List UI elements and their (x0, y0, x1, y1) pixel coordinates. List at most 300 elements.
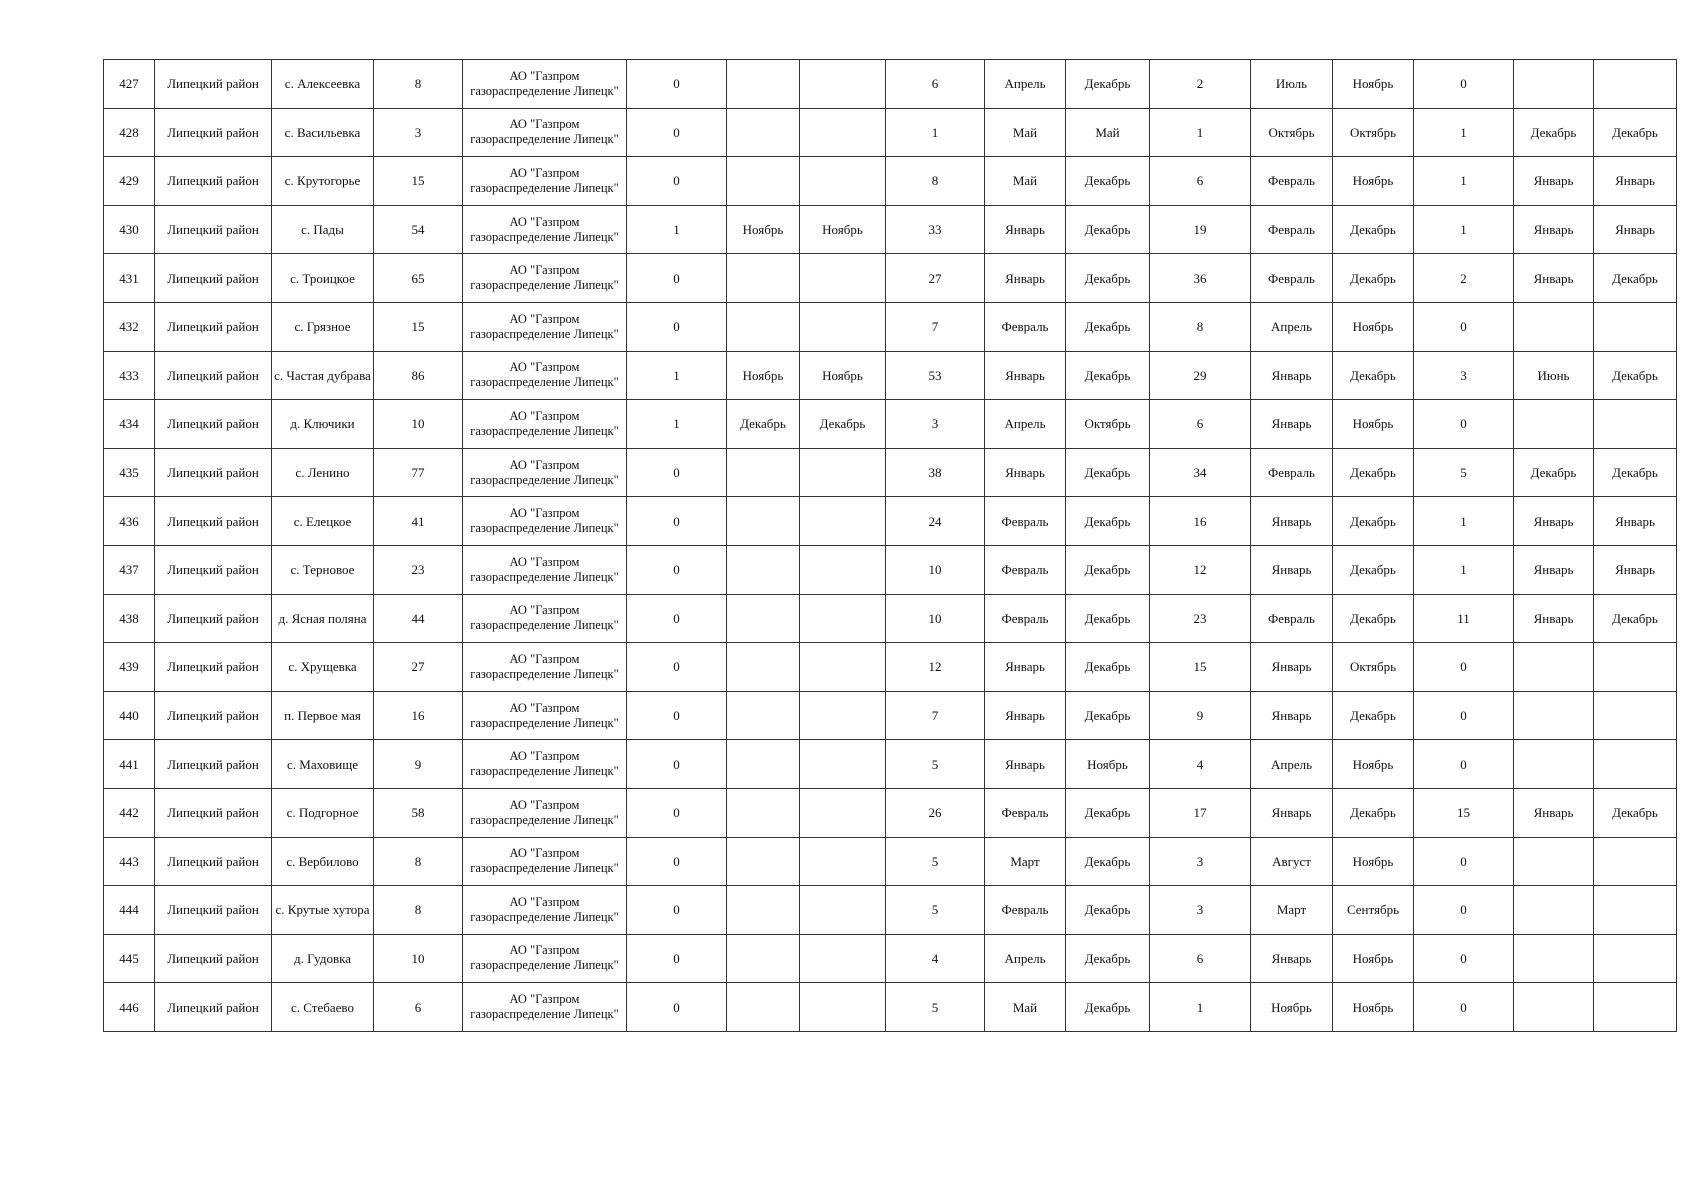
group1-start-cell (727, 60, 800, 109)
group4-start-cell: Январь (1514, 254, 1594, 303)
district-cell: Липецкий район (155, 788, 272, 837)
group4-count-cell: 0 (1414, 740, 1514, 789)
group3-start-cell: Январь (1251, 691, 1333, 740)
group2-end-cell: Декабрь (1066, 545, 1150, 594)
group2-end-cell: Декабрь (1066, 837, 1150, 886)
district-cell: Липецкий район (155, 545, 272, 594)
group2-end-cell: Декабрь (1066, 691, 1150, 740)
group3-start-cell: Август (1251, 837, 1333, 886)
settlement-cell: с. Стебаево (272, 983, 374, 1032)
group1-start-cell (727, 691, 800, 740)
row-number-cell: 445 (104, 934, 155, 983)
group2-start-cell: Январь (985, 351, 1066, 400)
group2-end-cell: Декабрь (1066, 886, 1150, 935)
group3-start-cell: Январь (1251, 351, 1333, 400)
count-cell: 10 (374, 400, 463, 449)
group2-count-cell: 7 (886, 691, 985, 740)
group4-count-cell: 11 (1414, 594, 1514, 643)
group2-end-cell: Декабрь (1066, 302, 1150, 351)
group1-end-cell (800, 497, 886, 546)
row-number-cell: 438 (104, 594, 155, 643)
group2-end-cell: Ноябрь (1066, 740, 1150, 789)
organization-cell: АО "Газпром газораспределение Липецк" (463, 302, 627, 351)
group2-count-cell: 5 (886, 983, 985, 1032)
group2-start-cell: Февраль (985, 886, 1066, 935)
district-cell: Липецкий район (155, 205, 272, 254)
group4-start-cell (1514, 691, 1594, 740)
group4-start-cell (1514, 400, 1594, 449)
group3-count-cell: 9 (1150, 691, 1251, 740)
row-number-cell: 427 (104, 60, 155, 109)
group1-start-cell: Декабрь (727, 400, 800, 449)
group3-count-cell: 6 (1150, 934, 1251, 983)
group4-count-cell: 0 (1414, 400, 1514, 449)
count-cell: 58 (374, 788, 463, 837)
group3-count-cell: 3 (1150, 886, 1251, 935)
group1-end-cell (800, 983, 886, 1032)
group2-end-cell: Декабрь (1066, 934, 1150, 983)
group3-start-cell: Январь (1251, 545, 1333, 594)
group4-start-cell: Январь (1514, 205, 1594, 254)
count-cell: 8 (374, 886, 463, 935)
group2-end-cell: Декабрь (1066, 643, 1150, 692)
group3-end-cell: Ноябрь (1333, 934, 1414, 983)
group2-end-cell: Декабрь (1066, 497, 1150, 546)
group1-count-cell: 0 (627, 886, 727, 935)
district-cell: Липецкий район (155, 254, 272, 303)
table-row (104, 788, 1677, 837)
group4-count-cell: 0 (1414, 60, 1514, 109)
count-cell: 15 (374, 302, 463, 351)
group2-count-cell: 33 (886, 205, 985, 254)
table-row (104, 691, 1677, 740)
organization-cell: АО "Газпром газораспределение Липецк" (463, 691, 627, 740)
group4-start-cell (1514, 643, 1594, 692)
settlement-cell: п. Первое мая (272, 691, 374, 740)
group3-end-cell: Ноябрь (1333, 60, 1414, 109)
settlement-cell: с. Алексеевка (272, 60, 374, 109)
group1-end-cell (800, 837, 886, 886)
row-number-cell: 433 (104, 351, 155, 400)
group1-end-cell (800, 254, 886, 303)
group4-end-cell: Январь (1594, 545, 1677, 594)
settlement-cell: д. Гудовка (272, 934, 374, 983)
group4-start-cell: Январь (1514, 594, 1594, 643)
group1-start-cell (727, 108, 800, 157)
district-cell: Липецкий район (155, 983, 272, 1032)
group2-count-cell: 27 (886, 254, 985, 303)
group3-start-cell: Январь (1251, 643, 1333, 692)
group1-end-cell (800, 545, 886, 594)
group4-count-cell: 0 (1414, 643, 1514, 692)
group4-end-cell (1594, 740, 1677, 789)
group4-count-cell: 1 (1414, 205, 1514, 254)
count-cell: 77 (374, 448, 463, 497)
group1-count-cell: 0 (627, 691, 727, 740)
group1-count-cell: 0 (627, 643, 727, 692)
row-number-cell: 440 (104, 691, 155, 740)
group3-end-cell: Октябрь (1333, 108, 1414, 157)
district-cell: Липецкий район (155, 157, 272, 206)
count-cell: 9 (374, 740, 463, 789)
count-cell: 16 (374, 691, 463, 740)
group4-start-cell: Январь (1514, 497, 1594, 546)
group2-count-cell: 3 (886, 400, 985, 449)
group1-end-cell: Декабрь (800, 400, 886, 449)
group2-start-cell: Февраль (985, 788, 1066, 837)
organization-cell: АО "Газпром газораспределение Липецк" (463, 545, 627, 594)
group1-count-cell: 0 (627, 983, 727, 1032)
group2-start-cell: Апрель (985, 60, 1066, 109)
group3-count-cell: 1 (1150, 108, 1251, 157)
organization-cell: АО "Газпром газораспределение Липецк" (463, 497, 627, 546)
settlement-cell: с. Частая дубрава (272, 351, 374, 400)
group2-end-cell: Декабрь (1066, 351, 1150, 400)
group4-count-cell: 0 (1414, 302, 1514, 351)
group3-count-cell: 2 (1150, 60, 1251, 109)
group1-start-cell (727, 643, 800, 692)
group1-start-cell (727, 594, 800, 643)
row-number-cell: 432 (104, 302, 155, 351)
count-cell: 65 (374, 254, 463, 303)
group2-start-cell: Май (985, 108, 1066, 157)
group2-count-cell: 10 (886, 594, 985, 643)
group1-end-cell (800, 60, 886, 109)
group4-end-cell: Декабрь (1594, 254, 1677, 303)
count-cell: 86 (374, 351, 463, 400)
group4-end-cell: Январь (1594, 497, 1677, 546)
group1-count-cell: 0 (627, 594, 727, 643)
row-number-cell: 442 (104, 788, 155, 837)
group2-start-cell: Февраль (985, 545, 1066, 594)
group3-start-cell: Январь (1251, 400, 1333, 449)
group3-count-cell: 16 (1150, 497, 1251, 546)
group3-count-cell: 6 (1150, 157, 1251, 206)
group4-start-cell: Январь (1514, 788, 1594, 837)
settlement-cell: с. Елецкое (272, 497, 374, 546)
group2-end-cell: Май (1066, 108, 1150, 157)
group1-start-cell (727, 983, 800, 1032)
group3-start-cell: Март (1251, 886, 1333, 935)
settlement-cell: с. Подгорное (272, 788, 374, 837)
group4-end-cell: Январь (1594, 157, 1677, 206)
group1-count-cell: 0 (627, 157, 727, 206)
row-number-cell: 443 (104, 837, 155, 886)
group3-start-cell: Февраль (1251, 205, 1333, 254)
district-cell: Липецкий район (155, 351, 272, 400)
group3-count-cell: 19 (1150, 205, 1251, 254)
row-number-cell: 435 (104, 448, 155, 497)
group1-end-cell (800, 886, 886, 935)
group1-end-cell (800, 643, 886, 692)
group3-count-cell: 12 (1150, 545, 1251, 594)
group3-start-cell: Февраль (1251, 448, 1333, 497)
group2-count-cell: 24 (886, 497, 985, 546)
district-cell: Липецкий район (155, 400, 272, 449)
organization-cell: АО "Газпром газораспределение Липецк" (463, 788, 627, 837)
group1-start-cell (727, 788, 800, 837)
row-number-cell: 437 (104, 545, 155, 594)
row-number-cell: 444 (104, 886, 155, 935)
count-cell: 8 (374, 60, 463, 109)
group3-start-cell: Январь (1251, 934, 1333, 983)
group3-end-cell: Декабрь (1333, 788, 1414, 837)
group3-start-cell: Январь (1251, 497, 1333, 546)
organization-cell: АО "Газпром газораспределение Липецк" (463, 983, 627, 1032)
group3-count-cell: 4 (1150, 740, 1251, 789)
count-cell: 41 (374, 497, 463, 546)
group3-start-cell: Февраль (1251, 594, 1333, 643)
group4-start-cell (1514, 60, 1594, 109)
group1-count-cell: 0 (627, 545, 727, 594)
group4-start-cell: Январь (1514, 157, 1594, 206)
group1-count-cell: 0 (627, 740, 727, 789)
row-number-cell: 431 (104, 254, 155, 303)
group2-count-cell: 10 (886, 545, 985, 594)
group1-end-cell: Ноябрь (800, 351, 886, 400)
group1-start-cell (727, 934, 800, 983)
group4-start-cell (1514, 740, 1594, 789)
group3-count-cell: 36 (1150, 254, 1251, 303)
group4-end-cell (1594, 837, 1677, 886)
group3-count-cell: 34 (1150, 448, 1251, 497)
row-number-cell: 446 (104, 983, 155, 1032)
group1-count-cell: 0 (627, 108, 727, 157)
group3-start-cell: Февраль (1251, 254, 1333, 303)
group1-start-cell (727, 740, 800, 789)
district-cell: Липецкий район (155, 934, 272, 983)
group4-end-cell: Декабрь (1594, 788, 1677, 837)
group2-end-cell: Декабрь (1066, 594, 1150, 643)
group3-end-cell: Декабрь (1333, 254, 1414, 303)
group2-start-cell: Март (985, 837, 1066, 886)
group4-end-cell: Январь (1594, 205, 1677, 254)
table-row (104, 545, 1677, 594)
group3-end-cell: Ноябрь (1333, 740, 1414, 789)
group4-end-cell (1594, 934, 1677, 983)
group4-end-cell (1594, 886, 1677, 935)
settlement-cell: д. Ключики (272, 400, 374, 449)
group4-end-cell (1594, 643, 1677, 692)
group2-count-cell: 5 (886, 886, 985, 935)
group4-end-cell: Декабрь (1594, 448, 1677, 497)
group1-count-cell: 1 (627, 351, 727, 400)
group2-start-cell: Апрель (985, 934, 1066, 983)
group3-end-cell: Декабрь (1333, 205, 1414, 254)
district-cell: Липецкий район (155, 837, 272, 886)
group4-end-cell (1594, 691, 1677, 740)
row-number-cell: 428 (104, 108, 155, 157)
organization-cell: АО "Газпром газораспределение Липецк" (463, 934, 627, 983)
group3-end-cell: Ноябрь (1333, 302, 1414, 351)
group2-start-cell: Январь (985, 254, 1066, 303)
group1-start-cell (727, 254, 800, 303)
organization-cell: АО "Газпром газораспределение Липецк" (463, 400, 627, 449)
settlement-cell: с. Маховище (272, 740, 374, 789)
group3-end-cell: Декабрь (1333, 594, 1414, 643)
settlement-cell: д. Ясная поляна (272, 594, 374, 643)
organization-cell: АО "Газпром газораспределение Липецк" (463, 60, 627, 109)
table-row (104, 594, 1677, 643)
table-row (104, 740, 1677, 789)
group2-end-cell: Декабрь (1066, 983, 1150, 1032)
group4-count-cell: 0 (1414, 983, 1514, 1032)
group4-count-cell: 1 (1414, 108, 1514, 157)
group1-end-cell (800, 691, 886, 740)
district-cell: Липецкий район (155, 497, 272, 546)
organization-cell: АО "Газпром газораспределение Липецк" (463, 254, 627, 303)
group4-count-cell: 3 (1414, 351, 1514, 400)
organization-cell: АО "Газпром газораспределение Липецк" (463, 108, 627, 157)
count-cell: 15 (374, 157, 463, 206)
group1-count-cell: 0 (627, 934, 727, 983)
group3-count-cell: 6 (1150, 400, 1251, 449)
table-row (104, 983, 1677, 1032)
group2-start-cell: Январь (985, 205, 1066, 254)
group3-end-cell: Декабрь (1333, 545, 1414, 594)
group1-end-cell (800, 788, 886, 837)
settlement-cell: с. Крутые хутора (272, 886, 374, 935)
group4-start-cell (1514, 837, 1594, 886)
group3-count-cell: 3 (1150, 837, 1251, 886)
group1-start-cell (727, 448, 800, 497)
settlement-cell: с. Ленино (272, 448, 374, 497)
group1-start-cell: Ноябрь (727, 205, 800, 254)
group3-count-cell: 23 (1150, 594, 1251, 643)
count-cell: 54 (374, 205, 463, 254)
group4-count-cell: 1 (1414, 497, 1514, 546)
district-cell: Липецкий район (155, 643, 272, 692)
group2-start-cell: Январь (985, 643, 1066, 692)
group2-count-cell: 53 (886, 351, 985, 400)
table-row (104, 254, 1677, 303)
group3-end-cell: Декабрь (1333, 351, 1414, 400)
group3-end-cell: Октябрь (1333, 643, 1414, 692)
count-cell: 6 (374, 983, 463, 1032)
group3-end-cell: Декабрь (1333, 691, 1414, 740)
table-body (104, 60, 1677, 1032)
organization-cell: АО "Газпром газораспределение Липецк" (463, 643, 627, 692)
row-number-cell: 441 (104, 740, 155, 789)
group2-end-cell: Октябрь (1066, 400, 1150, 449)
group1-start-cell (727, 545, 800, 594)
district-cell: Липецкий район (155, 302, 272, 351)
group2-start-cell: Май (985, 983, 1066, 1032)
group2-end-cell: Декабрь (1066, 60, 1150, 109)
group3-start-cell: Апрель (1251, 740, 1333, 789)
group2-start-cell: Январь (985, 691, 1066, 740)
group1-count-cell: 0 (627, 60, 727, 109)
organization-cell: АО "Газпром газораспределение Липецк" (463, 448, 627, 497)
district-cell: Липецкий район (155, 886, 272, 935)
group1-start-cell (727, 837, 800, 886)
group2-count-cell: 5 (886, 740, 985, 789)
group3-end-cell: Ноябрь (1333, 837, 1414, 886)
group4-count-cell: 1 (1414, 545, 1514, 594)
group1-end-cell (800, 302, 886, 351)
group4-end-cell (1594, 400, 1677, 449)
group4-start-cell: Декабрь (1514, 108, 1594, 157)
group3-count-cell: 8 (1150, 302, 1251, 351)
settlement-cell: с. Пады (272, 205, 374, 254)
group1-count-cell: 0 (627, 302, 727, 351)
group3-start-cell: Февраль (1251, 157, 1333, 206)
count-cell: 27 (374, 643, 463, 692)
group3-start-cell: Октябрь (1251, 108, 1333, 157)
organization-cell: АО "Газпром газораспределение Липецк" (463, 157, 627, 206)
group1-start-cell (727, 497, 800, 546)
group2-count-cell: 6 (886, 60, 985, 109)
group1-end-cell (800, 594, 886, 643)
group1-end-cell (800, 448, 886, 497)
group3-count-cell: 1 (1150, 983, 1251, 1032)
organization-cell: АО "Газпром газораспределение Липецк" (463, 351, 627, 400)
group3-end-cell: Сентябрь (1333, 886, 1414, 935)
group4-start-cell: Январь (1514, 545, 1594, 594)
table-row (104, 837, 1677, 886)
group4-count-cell: 1 (1414, 157, 1514, 206)
group1-end-cell (800, 157, 886, 206)
group2-count-cell: 1 (886, 108, 985, 157)
group2-end-cell: Декабрь (1066, 448, 1150, 497)
group4-end-cell: Декабрь (1594, 351, 1677, 400)
settlement-cell: с. Васильевка (272, 108, 374, 157)
table-row (104, 351, 1677, 400)
gas-schedule-table (103, 59, 1677, 1032)
group3-end-cell: Ноябрь (1333, 400, 1414, 449)
group2-count-cell: 38 (886, 448, 985, 497)
row-number-cell: 430 (104, 205, 155, 254)
group1-end-cell (800, 108, 886, 157)
group2-count-cell: 5 (886, 837, 985, 886)
group3-count-cell: 29 (1150, 351, 1251, 400)
group3-start-cell: Апрель (1251, 302, 1333, 351)
group4-count-cell: 0 (1414, 886, 1514, 935)
group4-count-cell: 5 (1414, 448, 1514, 497)
table-row (104, 108, 1677, 157)
group3-end-cell: Ноябрь (1333, 157, 1414, 206)
table-row (104, 934, 1677, 983)
district-cell: Липецкий район (155, 448, 272, 497)
group4-start-cell (1514, 934, 1594, 983)
count-cell: 23 (374, 545, 463, 594)
group3-start-cell: Ноябрь (1251, 983, 1333, 1032)
settlement-cell: с. Грязное (272, 302, 374, 351)
table-row (104, 60, 1677, 109)
count-cell: 3 (374, 108, 463, 157)
group3-count-cell: 15 (1150, 643, 1251, 692)
organization-cell: АО "Газпром газораспределение Липецк" (463, 886, 627, 935)
count-cell: 10 (374, 934, 463, 983)
group4-count-cell: 0 (1414, 934, 1514, 983)
table-row (104, 400, 1677, 449)
group4-count-cell: 2 (1414, 254, 1514, 303)
district-cell: Липецкий район (155, 60, 272, 109)
count-cell: 44 (374, 594, 463, 643)
district-cell: Липецкий район (155, 108, 272, 157)
group2-count-cell: 26 (886, 788, 985, 837)
group1-count-cell: 0 (627, 448, 727, 497)
settlement-cell: с. Крутогорье (272, 157, 374, 206)
table-row (104, 157, 1677, 206)
group1-count-cell: 0 (627, 837, 727, 886)
group2-end-cell: Декабрь (1066, 157, 1150, 206)
group4-start-cell: Июнь (1514, 351, 1594, 400)
group4-end-cell: Декабрь (1594, 108, 1677, 157)
group4-start-cell (1514, 302, 1594, 351)
district-cell: Липецкий район (155, 691, 272, 740)
organization-cell: АО "Газпром газораспределение Липецк" (463, 205, 627, 254)
